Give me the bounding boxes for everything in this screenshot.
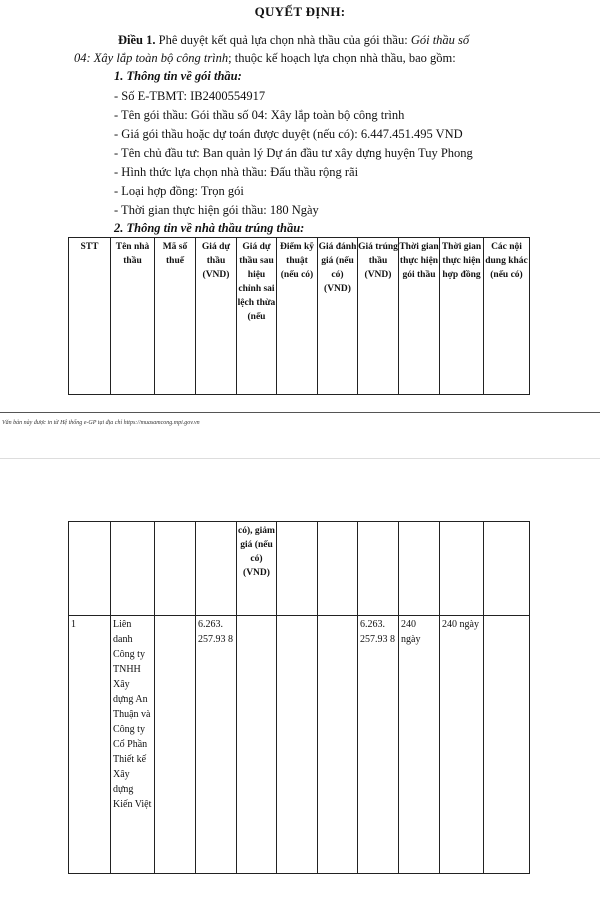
document-page-2 <box>0 458 600 897</box>
cont-header-empty <box>69 522 111 616</box>
header-winning-price: Giá trúng thầu (VND) <box>358 238 399 395</box>
cont-header-empty <box>440 522 484 616</box>
header-tech-score: Điểm kỹ thuật (nếu có) <box>277 238 318 395</box>
article-1-line-2: 04: Xây lắp toàn bộ công trình; thuộc kế hoạch lựa chọn nhà thầu, bao gồm: <box>74 51 456 65</box>
cell-package-time: 240 ngày <box>399 616 440 874</box>
cell-other <box>484 616 530 874</box>
header-bid-price: Giá dự thầu (VND) <box>196 238 237 395</box>
cont-header-empty <box>111 522 155 616</box>
info-item: - Thời gian thực hiện gói thầu: 180 Ngày <box>114 203 319 217</box>
cell-contract-time: 240 ngày <box>440 616 484 874</box>
cont-header-empty <box>155 522 196 616</box>
winner-table-continued <box>68 521 530 874</box>
info-item: - Số E-TBMT: IB2400554917 <box>114 89 266 103</box>
header-eval-price: Giá đánh giá (nếu có) (VND) <box>318 238 358 395</box>
cell-tax-code <box>155 616 196 874</box>
header-adjusted-price-cont: có), giảm giá (nếu có) (VND) <box>237 522 277 616</box>
cell-contractor: Liên danh Công ty TNHH Xây dựng An Thuận và Công ty Cổ Phần Thiết kế Xây dựng Kiến Việt <box>111 616 155 874</box>
cont-header-empty <box>399 522 440 616</box>
cell-winning-price: 6.263. 257.93 8 <box>358 616 399 874</box>
header-package-time: Thời gian thực hiện gói thầu <box>399 238 440 395</box>
header-tax-code: Mã số thuế <box>155 238 196 395</box>
cont-header-empty <box>196 522 237 616</box>
info-item: - Giá gói thầu hoặc dự toán được duyệt (nếu có): 6.447.451.495 VND <box>114 127 463 141</box>
winner-table-header <box>68 237 530 395</box>
cell-bid-price: 6.263. 257.93 8 <box>196 616 237 874</box>
header-other: Các nội dung khác (nếu có) <box>484 238 530 395</box>
info-item: - Tên chủ đầu tư: Ban quản lý Dự án đầu tư xây dựng huyện Tuy Phong <box>114 146 473 160</box>
header-stt: STT <box>69 238 111 395</box>
header-adjusted-price: Giá dự thầu sau hiệu chỉnh sai lệch thừa (nếu <box>237 238 277 395</box>
cont-header-empty <box>358 522 399 616</box>
cell-stt: 1 <box>69 616 111 874</box>
header-contractor: Tên nhà thầu <box>111 238 155 395</box>
header-contract-time: Thời gian thực hiện hợp đồng <box>440 238 484 395</box>
table-row <box>69 616 530 874</box>
cont-header-empty <box>318 522 358 616</box>
footer-note: Văn bản này được in từ Hệ thống e-GP tại địa chỉ https://muasamcong.mpi.gov.vn <box>2 420 200 426</box>
cont-header-empty <box>484 522 530 616</box>
article-1-line-1: Điều 1. Phê duyệt kết quả lựa chọn nhà thầu của gói thầu: Gói thầu số <box>118 33 470 47</box>
info-item: - Hình thức lựa chọn nhà thầu: Đấu thầu rộng rãi <box>114 165 359 179</box>
section-2-heading: 2. Thông tin về nhà thầu trúng thầu: <box>114 221 305 235</box>
section-1-heading: 1. Thông tin về gói thầu: <box>114 69 242 83</box>
info-item: - Tên gói thầu: Gói thầu số 04: Xây lắp toàn bộ công trình <box>114 108 405 122</box>
cont-header-empty <box>277 522 318 616</box>
decision-title: QUYẾT ĐỊNH: <box>254 4 346 19</box>
page-divider <box>0 412 600 413</box>
info-item: - Loại hợp đồng: Trọn gói <box>114 184 244 198</box>
cell-eval-price <box>318 616 358 874</box>
cell-tech-score <box>277 616 318 874</box>
cell-adjusted-price <box>237 616 277 874</box>
